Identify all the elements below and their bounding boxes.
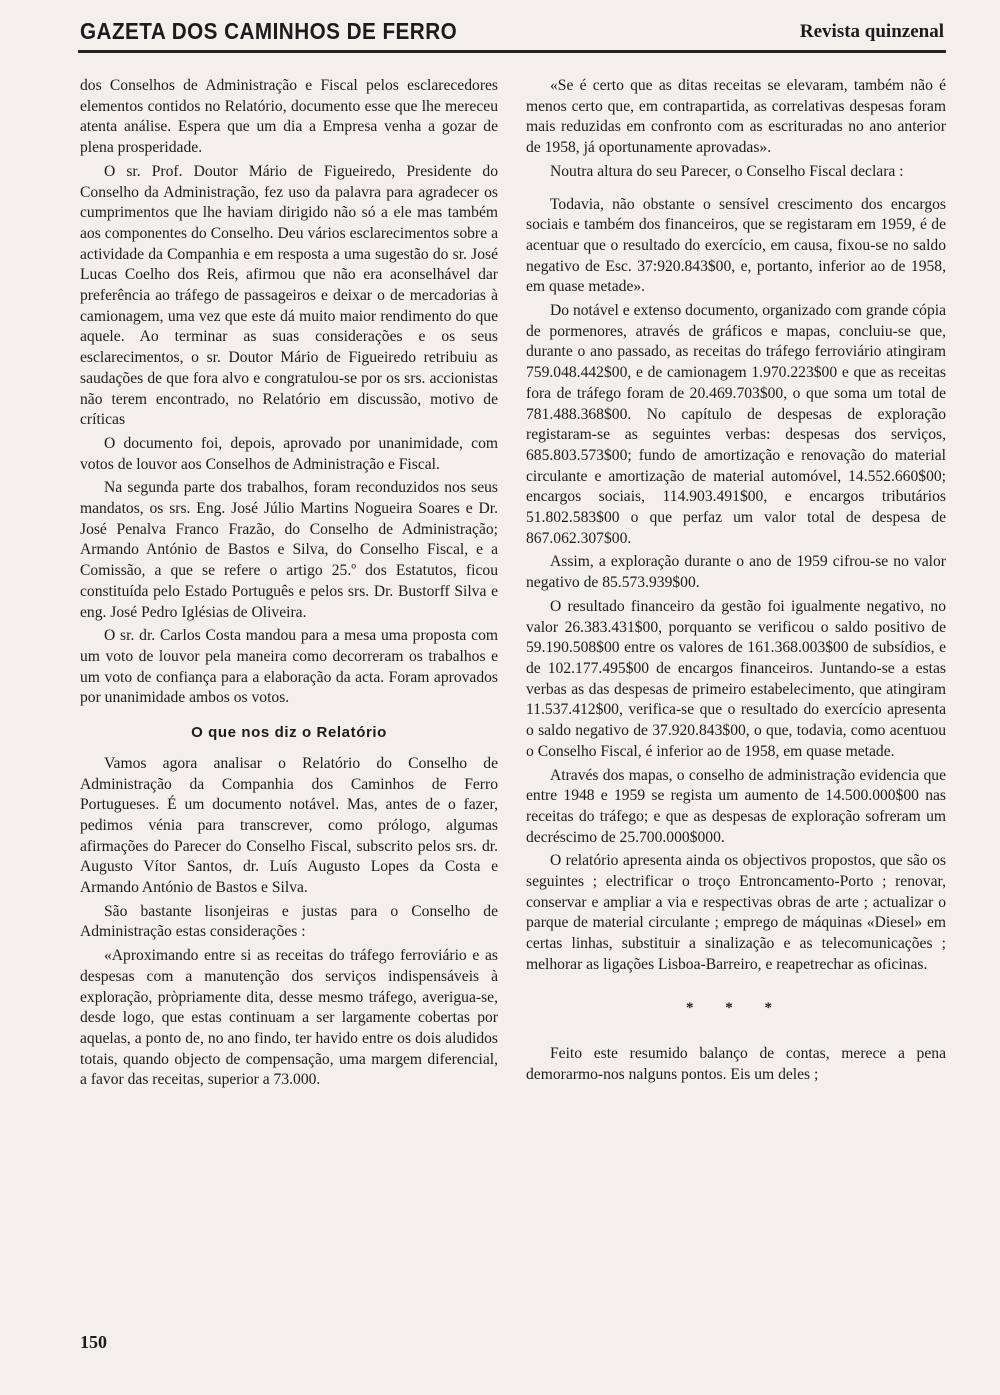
page-number: 150	[80, 1332, 107, 1352]
left-column	[80, 76, 498, 1094]
paragraph: São bastante lisonjeiras e justas para o Conselho de Administração estas considerações :	[80, 902, 498, 941]
page-header	[78, 14, 946, 53]
paragraph: Do notável e extenso documento, organizado com grande cópia de pormenores, através de gráficos e mapas, concluiu-se que, durante o ano passado, as receitas do tráfego ferroviário atingiram 759.048.442$00, e de camionagem 1.970.223$00 e que as receitas fora de tráfego foram de 20.469.703$00, o que soma um total de 781.488.368$00. No capítulo de despesas de exploração registaram-se as seguintes verbas: despesas dos serviços, 685.803.573$00; fundo de amortização e renovação do material circulante e amortização de material automóvel, 14.552.660$00; encargos sociais, 114.903.491$00, e encargos tributários 51.802.583$00 o que perfaz um valor total de despesa de 867.062.307$00.	[526, 302, 946, 547]
section-heading: O que nos diz o Relatório	[191, 724, 387, 742]
paragraph: Noutra altura do seu Parecer, o Conselho Fiscal declara :	[550, 162, 904, 180]
paragraph: Vamos agora analisar o Relatório do Conselho de Administração da Companhia dos Caminhos de Ferro Portugueses. É um documento notável. Mas, antes de o fazer, pedimos vénia para transcrever, como prólogo, algumas afirmações do Parecer do Conselho Fiscal, subscrito pelos srs. dr. Augusto Vítor Santos, dr. Luís Augusto Lopes da Costa e Armando António de Bastos e Silva.	[80, 754, 498, 897]
paragraph: O sr. Prof. Doutor Mário de Figueiredo, Presidente do Conselho da Administração, fez uso da palavra para agradecer os cumprimentos que lhe haviam dirigido não só a ele mas também aos componentes do Conselho. Deu vários esclarecimentos sobre a actividade da Companhia e em resposta a uma sugestão do sr. José Lucas Coelho dos Reis, afirmou que não era aconselhável dar preferência ao tráfego de passageiros e deixar o de mercadorias à camionagem, uma vez que este dá muito maior rendimento do que aquele. Ao terminar as suas considerações e os seus esclarecimentos, o sr. Doutor Mário de Figueiredo retribuiu as saudações de que fora alvo e congratulou-se por os srs. accionistas não terem encontrado, no Relatório em discussão, motivo de críticas	[80, 162, 498, 429]
quote-paragraph: «Se é certo que as ditas receitas se elevaram, também não é menos certo que, em contrapartida, as correlativas despesas foram mais reduzidas em confronto com as escrituradas no ano anterior de 1958, já oportunamente aprovadas».	[526, 77, 946, 157]
right-column	[526, 76, 946, 1089]
quote-paragraph: Todavia, não obstante o sensível crescimento dos encargos sociais e também dos financeiros, que se registaram em 1959, é de acentuar que o resultado do exercício, em causa, fixou-se no saldo negativo de Esc. 37:920.843$00, e, portanto, inferior ao de 1958, em quase metade».	[526, 195, 946, 296]
magazine-subtitle: Revista quinzenal	[799, 21, 944, 42]
paragraph: Assim, a exploração durante o ano de 1959 cifrou-se no valor negativo de 85.573.939$00.	[526, 553, 946, 592]
paragraph: O resultado financeiro da gestão foi igualmente negativo, no valor 26.383.431$00, porquanto se verificou o saldo positivo de 59.190.508$00 entre os valores de 161.368.003$00 de subsídios, e de 102.177.495$00 de encargos financeiros. Juntando-se a estas verbas as das despesas de primeiro estabelecimento, que atingiram 11.537.412$00, verifica-se que o resultado do exercício apresenta o saldo negativo de 37.920.843$00, o que, todavia, como acentuou o Conselho Fiscal, é inferior ao de 1958, em quase metade.	[526, 597, 946, 760]
section-separator: * * *	[686, 999, 786, 1016]
paragraph: Feito este resumido balanço de contas, merece a pena demorarmo-nos nalguns pontos. Eis um deles ;	[526, 1045, 946, 1083]
paragraph: O sr. dr. Carlos Costa mandou para a mesa uma proposta com um voto de louvor pela maneira como decorreram os trabalhos e um voto de confiança para a elaboração da acta. Foram aprovados por unanimidade ambos os votos.	[80, 627, 498, 707]
paragraph: O documento foi, depois, aprovado por unanimidade, com votos de louvor aos Conselhos de Administração e Fiscal.	[80, 434, 498, 473]
quote-paragraph: «Aproximando entre si as receitas do tráfego ferroviário e as despesas com a manutenção dos serviços indispensáveis à exploração, pròpriamente dita, desse mesmo tráfego, averigua-se, desde logo, que estas continuam a ser largamente cobertas por aquelas, a ponto de, no ano findo, ter havido entre os dois aludidos totais, quando objecto de compensação, uma margem diferencial, a favor das receitas, superior a 73.000.	[80, 947, 498, 1089]
paragraph: Na segunda parte dos trabalhos, foram reconduzidos nos seus mandatos, os srs. Eng. José Júlio Martins Nogueira Soares e Dr. José Penalva Franco Frazão, do Conselho de Administração; Armando António de Bastos e Silva, do Conselho Fiscal, e a Comissão, a que se refere o artigo 25.º dos Estatutos, ficou constituída pelo Estado Português e pelos srs. Dr. Bustorff Silva e eng. José Pedro Iglésias de Oliveira.	[80, 479, 498, 621]
paragraph: dos Conselhos de Administração e Fiscal pelos esclarecedores elementos contidos no Relatório, documento esse que lhe mereceu atenta análise. Espera que um dia a Empresa venha a gozar de plena prosperidade.	[80, 77, 498, 157]
paragraph: O relatório apresenta ainda os objectivos propostos, que são os seguintes ; electrificar o troço Entroncamento-Porto ; renovar, conservar e ampliar a via e respectivas obras de arte ; actualizar o parque de material circulante ; emprego de máquinas «Diesel» em certas linhas, substituir a sinalização e as telecomunicações ; melhorar as ligações Lisboa-Barreiro, e reapetrechar as oficinas.	[526, 852, 946, 973]
paragraph: Através dos mapas, o conselho de administração evidencia que entre 1948 e 1959 se regista um aumento de 14.500.000$00 nas receitas do tráfego; e que as despesas de exploração sofreram um decréscimo de 25.700.000$000.	[526, 766, 946, 846]
magazine-title: GAZETA DOS CAMINHOS DE FERRO	[80, 18, 458, 44]
